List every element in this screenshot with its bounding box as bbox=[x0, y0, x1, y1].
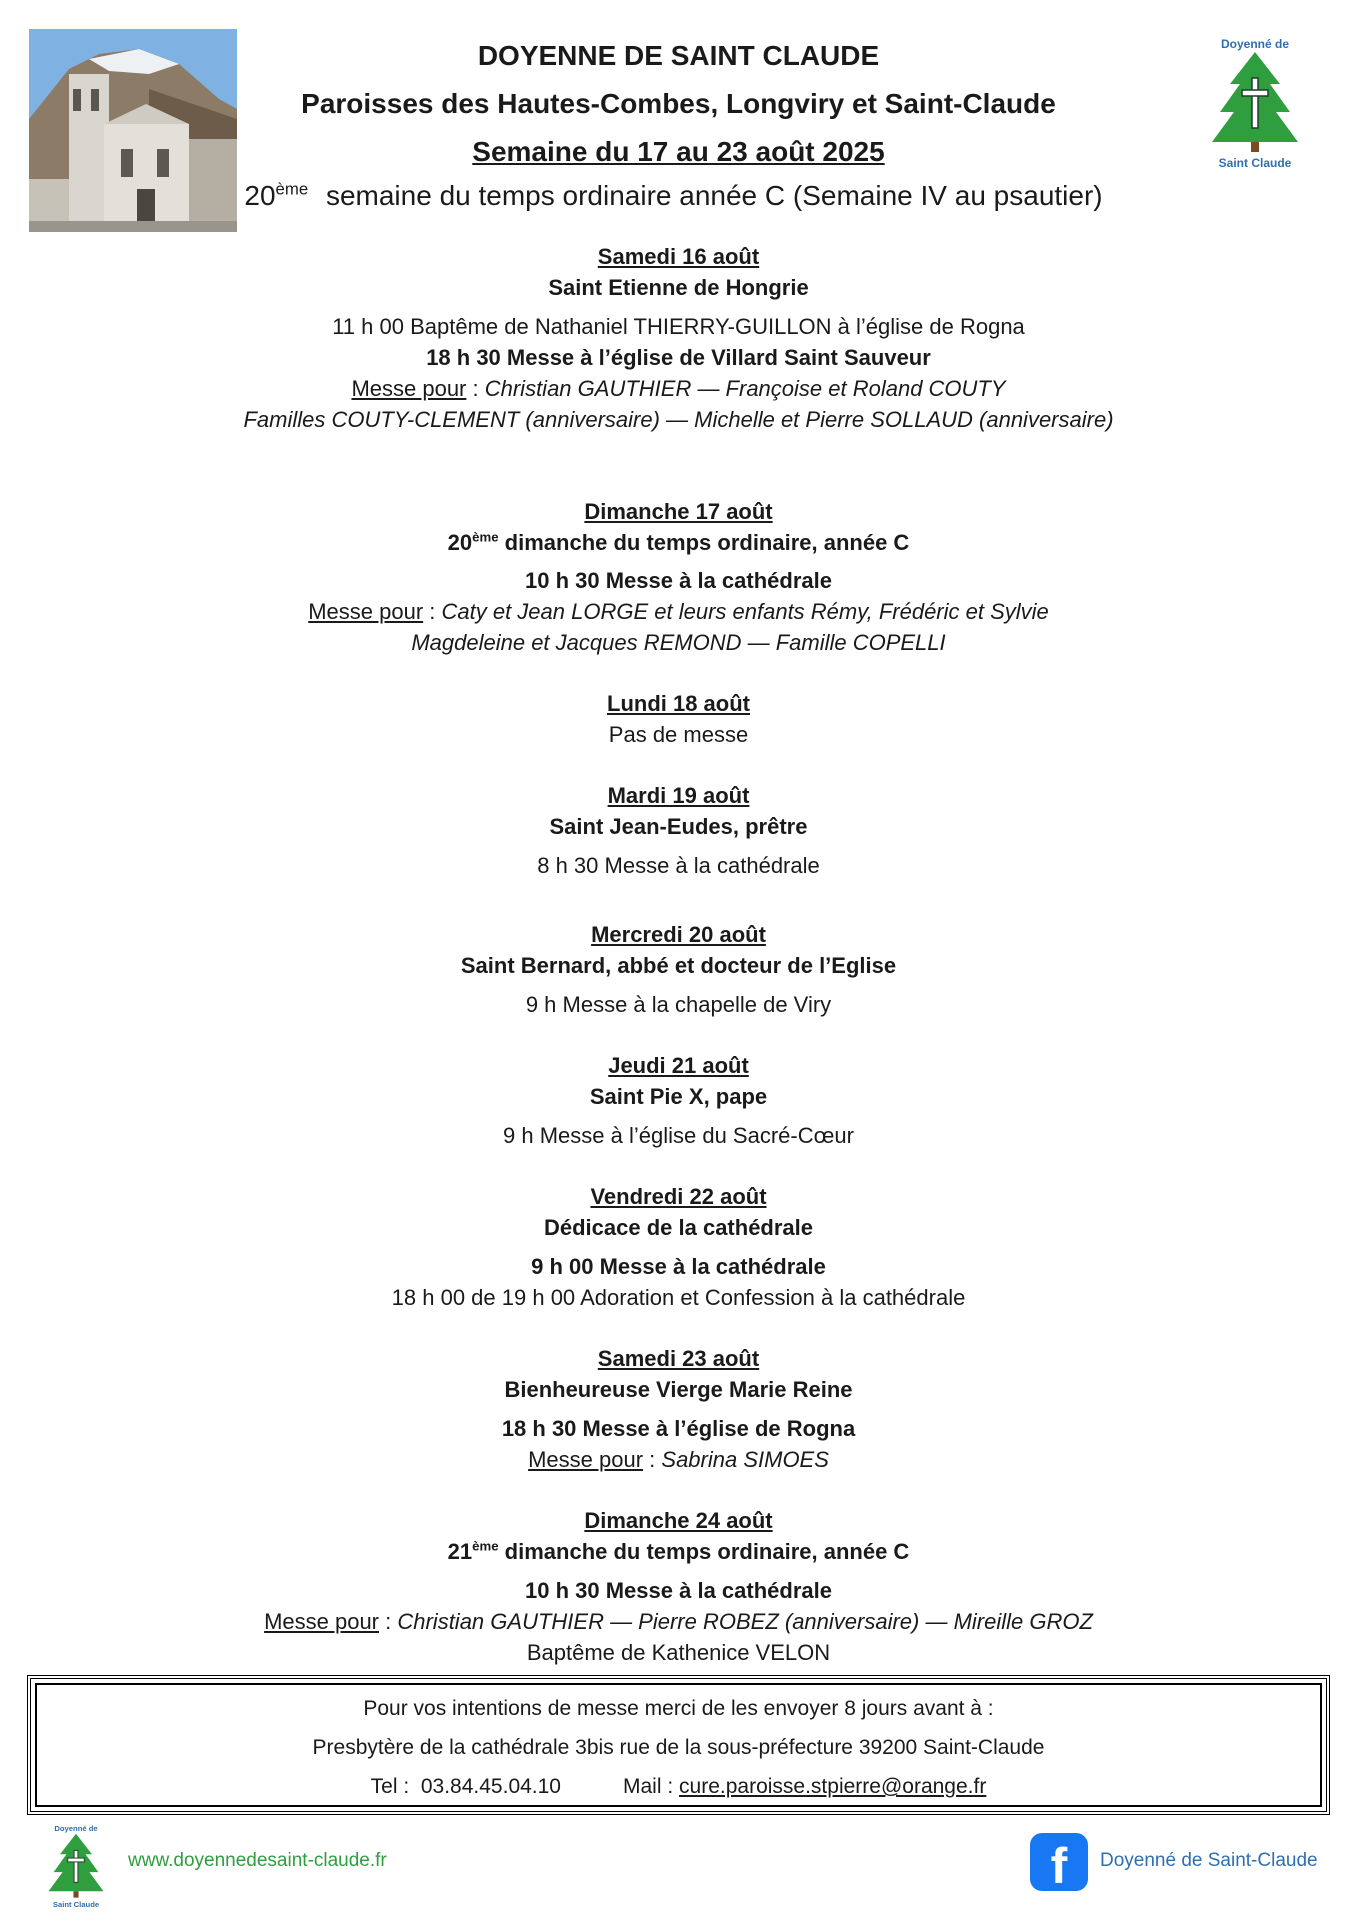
sat23-line1: 18 h 30 Messe à l’église de Rogna bbox=[501, 1416, 856, 1441]
fri22-feast: Dédicace de la cathédrale bbox=[543, 1215, 814, 1240]
footer-logo-top-text: Doyenné de bbox=[54, 1824, 98, 1834]
tue19-date: Mardi 19 août bbox=[607, 783, 750, 808]
contact-address: Presbytère de la cathédrale 3bis rue de la sous-préfecture 39200 Saint-Claude bbox=[312, 1736, 1045, 1759]
footer-logo-bottom-text: Saint Claude bbox=[52, 1900, 100, 1910]
page-title: DOYENNE DE SAINT CLAUDE bbox=[477, 40, 880, 71]
tue19-feast: Saint Jean-Eudes, prêtre bbox=[549, 814, 808, 839]
facebook-icon[interactable]: f bbox=[1030, 1833, 1088, 1891]
sun24-date: Dimanche 24 août bbox=[584, 1508, 773, 1533]
logo-top-text: Doyenné de bbox=[1220, 37, 1290, 51]
liturgy-line: 20ème semaine du temps ordinaire année C (Semaine IV au psautier) bbox=[244, 179, 1103, 211]
page-subtitle: Paroisses des Hautes-Combes, Longviry et Saint-Claude bbox=[301, 88, 1056, 119]
sat23-feast: Bienheureuse Vierge Marie Reine bbox=[504, 1377, 853, 1402]
fri22-date: Vendredi 22 août bbox=[590, 1184, 767, 1209]
sat23-intentions: Messe pour : Sabrina SIMOES bbox=[528, 1447, 829, 1472]
facebook-link[interactable]: Doyenné de Saint-Claude bbox=[1100, 1850, 1318, 1871]
logo-bottom-text: Saint Claude bbox=[1218, 156, 1292, 170]
contact-phone-mail bbox=[37, 1775, 1320, 1799]
thu21-date: Jeudi 21 août bbox=[608, 1053, 749, 1078]
sat16-feast: Saint Etienne de Hongrie bbox=[548, 275, 809, 300]
sat16-date: Samedi 16 août bbox=[597, 244, 760, 269]
tue19-line1: 8 h 30 Messe à la cathédrale bbox=[537, 853, 820, 878]
sun24-feast: 21ème dimanche du temps ordinaire, année C bbox=[447, 1538, 910, 1564]
mail-label: Mail : bbox=[623, 1775, 674, 1798]
thu21-line1: 9 h Messe à l’église du Sacré-Cœur bbox=[503, 1123, 854, 1148]
sat16-intentions: Messe pour : Christian GAUTHIER — Françoise et Roland COUTY bbox=[351, 376, 1006, 401]
sun17-intentions: Messe pour : Caty et Jean LORGE et leurs enfants Rémy, Frédéric et Sylvie bbox=[308, 599, 1049, 624]
tel-label: Tel : bbox=[370, 1775, 410, 1798]
sun24-line3: Baptême de Kathenice VELON bbox=[526, 1640, 831, 1665]
sun24-intentions: Messe pour : Christian GAUTHIER — Pierre ROBEZ (anniversaire) — Mireille GROZ bbox=[264, 1609, 1093, 1634]
footer-logo bbox=[46, 1822, 106, 1912]
contact-box bbox=[27, 1675, 1330, 1815]
website-link[interactable]: www.doyennedesaint-claude.fr bbox=[128, 1850, 387, 1871]
wed20-date: Mercredi 20 août bbox=[591, 922, 766, 947]
sun17-line3: Magdeleine et Jacques REMOND — Famille COPELLI bbox=[411, 630, 946, 655]
mon18-date: Lundi 18 août bbox=[607, 691, 750, 716]
mail-link[interactable]: cure.paroisse.stpierre@orange.fr bbox=[679, 1775, 987, 1798]
wed20-feast: Saint Bernard, abbé et docteur de l’Eglise bbox=[460, 953, 897, 978]
sat16-line4: Familles COUTY-CLEMENT (anniversaire) — Michelle et Pierre SOLLAUD (anniversaire) bbox=[243, 407, 1114, 432]
wed20-line1: 9 h Messe à la chapelle de Viry bbox=[525, 992, 832, 1017]
sat16-line2: 18 h 30 Messe à l’église de Villard Saint Sauveur bbox=[426, 345, 931, 370]
sun17-feast: 20ème dimanche du temps ordinaire, année C bbox=[447, 529, 910, 555]
fri22-line2: 18 h 00 de 19 h 00 Adoration et Confession à la cathédrale bbox=[391, 1285, 966, 1310]
sat16-line1: 11 h 00 Baptême de Nathaniel THIERRY-GUILLON à l’église de Rogna bbox=[332, 314, 1025, 339]
sun17-date: Dimanche 17 août bbox=[584, 499, 773, 524]
sat23-date: Samedi 23 août bbox=[597, 1346, 760, 1371]
thu21-feast: Saint Pie X, pape bbox=[589, 1084, 768, 1109]
week-title: Semaine du 17 au 23 août 2025 bbox=[472, 136, 885, 167]
tel-value: 03.84.45.04.10 bbox=[420, 1775, 561, 1798]
sun17-line1: 10 h 30 Messe à la cathédrale bbox=[525, 568, 832, 593]
sun24-line1: 10 h 30 Messe à la cathédrale bbox=[525, 1578, 832, 1603]
contact-line1: Pour vos intentions de messe merci de les envoyer 8 jours avant à : bbox=[363, 1697, 994, 1720]
fri22-line1: 9 h 00 Messe à la cathédrale bbox=[531, 1254, 826, 1279]
mon18-line1: Pas de messe bbox=[608, 722, 749, 747]
